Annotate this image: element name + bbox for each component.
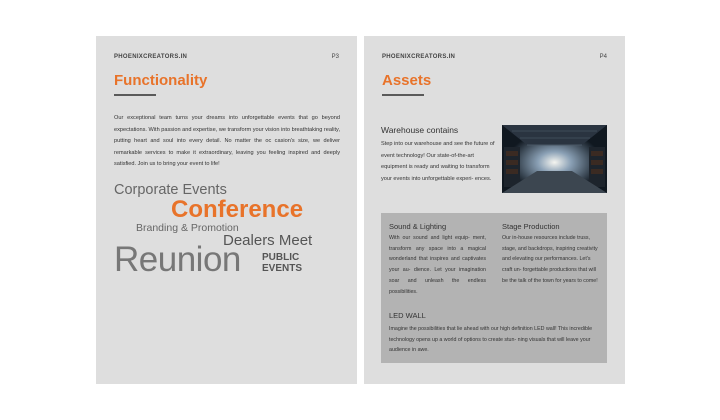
- word-events: EVENTS: [262, 263, 303, 274]
- word-public: PUBLIC: [262, 252, 300, 263]
- sound-lighting-text: With our sound and light equip- ment, transform any space into a magical wonderland that inspires and captivates your au- dience. Let your imagination soar and unleash the endless possibilities.: [389, 235, 486, 295]
- page-p4: [364, 36, 625, 384]
- title-underline: [382, 94, 424, 96]
- sound-lighting-heading: Sound & Lighting: [389, 222, 447, 231]
- brand-label: PHOENIXCREATORS.IN: [114, 54, 188, 60]
- intro-paragraph: Our exceptional team turns your dreams into unforgettable events that go beyond expectations. With passion and expertise, we transform your vision into breathtaking reality, putting heart and soul into every detail. No matter the oc casion's size, we deliver remarkable services to make it extraordinary, leaving you feeling inspired and deeply satisfied. Join us to bring your event to life!: [114, 115, 340, 167]
- stage-production-text: Our in-house resources include truss, stage, and backdrops, inspiring creativity and elevating our performances. Let's craft un- forgettable productions that will be the talk of the town for years to come!: [502, 235, 598, 284]
- word-reunion: Reunion: [114, 240, 241, 279]
- word-branding-promotion: Branding & Promotion: [136, 222, 239, 234]
- word-conference: Conference: [171, 196, 304, 223]
- page-title: Functionality: [114, 72, 208, 89]
- page-number: P4: [599, 54, 607, 60]
- page-number: P3: [331, 54, 339, 60]
- warehouse-photo: [502, 125, 607, 193]
- stage-production-heading: Stage Production: [502, 222, 560, 231]
- word-public-events: [262, 252, 302, 274]
- page-p3: [96, 36, 357, 384]
- page-title: Assets: [382, 72, 432, 89]
- word-corporate-events: Corporate Events: [114, 182, 227, 198]
- word-dealers-meet: Dealers Meet: [223, 232, 313, 249]
- title-underline: [114, 94, 156, 96]
- warehouse-heading: Warehouse contains: [381, 125, 459, 135]
- led-wall-text: Imagine the possibilities that lie ahead with our high definition LED wall! This incredible technology opens up a world of options to create stun- ning visuals that will leave your audience in awe.: [389, 326, 593, 354]
- led-wall-heading: LED WALL: [389, 311, 426, 320]
- brand-label: PHOENIXCREATORS.IN: [382, 54, 456, 60]
- warehouse-text: Step into our warehouse and see the future of event technology! Our state-of-the-art equipment is ready and waiting to transform your events into unforgettable experi- ences.: [381, 141, 495, 182]
